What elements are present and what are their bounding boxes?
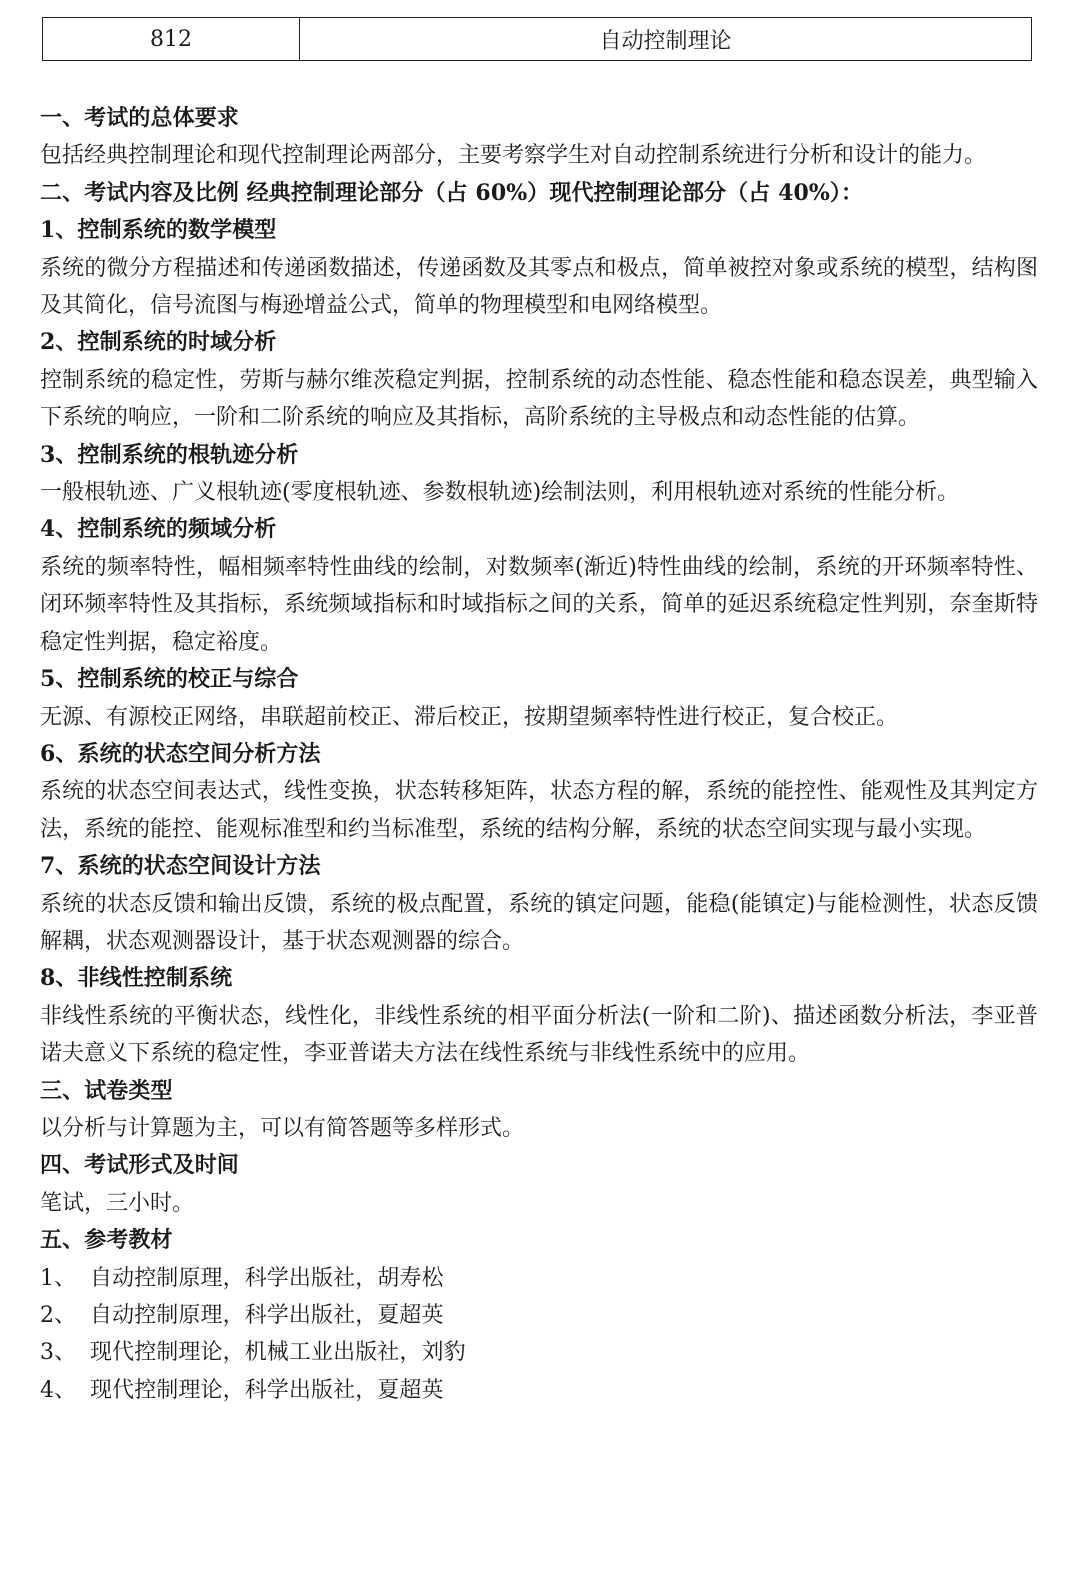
topic-title: 5、控制系统的校正与综合: [40, 666, 299, 693]
subject-code: 812: [43, 18, 300, 60]
reference-text: 自动控制原理，科学出版社，夏超英: [90, 1303, 444, 1328]
section-title-content-ratio: 二、考试内容及比例 经典控制理论部分（占 60%）现代控制理论部分（占 40%）：: [40, 179, 864, 206]
topic-title: 1、控制系统的数学模型: [40, 217, 277, 244]
topic-body: 系统的微分方程描述和传递函数描述，传递函数及其零点和极点，简单被控对象或系统的模型，结构图及其简化，信号流图与梅逊增益公式，简单的物理模型和电网络模型。: [40, 255, 1038, 319]
reference-number: 3、: [40, 1340, 77, 1366]
topic-body: 系统的状态空间表达式，线性变换，状态转移矩阵，状态方程的解，系统的能控性、能观性及其判定方法，系统的能控、能观标准型和约当标准型，系统的结构分解，系统的状态空间实现与最小实现。: [40, 779, 1038, 842]
reference-item: [40, 1372, 1038, 1409]
topic-body: 一般根轨迹、广义根轨迹(零度根轨迹、参数根轨迹)绘制法则，利用根轨迹对系统的性能分析。: [40, 480, 960, 506]
subject-name: 自动控制理论: [599, 28, 732, 54]
section-body-exam-format: 笔试，三小时。: [40, 1190, 195, 1216]
topic-body: 控制系统的稳定性，劳斯与赫尔维茨稳定判据，控制系统的动态性能、稳态性能和稳态误差，典型输入下系统的响应，一阶和二阶系统的响应及其指标，高阶系统的主导极点和动态性能的估算。: [40, 367, 1038, 431]
reference-item: [40, 1260, 1038, 1297]
reference-item: [40, 1297, 1038, 1334]
topic-body: 非线性系统的平衡状态，线性化，非线性系统的相平面分析法(一阶和二阶)、描述函数分析法，李亚普诺夫意义下系统的稳定性，李亚普诺夫方法在线性系统与非线性系统中的应用。: [40, 1003, 1038, 1067]
topic-body: 系统的频率特性，幅相频率特性曲线的绘制，对数频率(渐近)特性曲线的绘制，系统的开环频率特性、闭环频率特性及其指标，系统频域指标和时域指标之间的关系，简单的延迟系统稳定性判别，奈奎斯特稳定性判据，稳定裕度。: [40, 554, 1038, 655]
section-title-exam-format: 四、考试形式及时间: [40, 1152, 239, 1179]
subject-header-table: [42, 17, 1032, 61]
section-body-paper-type: 以分析与计算题为主，可以有简答题等多样形式。: [40, 1115, 525, 1141]
reference-text: 现代控制理论，机械工业出版社，刘豹: [90, 1340, 466, 1366]
topic-body: 无源、有源校正网络，串联超前校正、滞后校正，按期望频率特性进行校正，复合校正。: [40, 704, 899, 730]
reference-text: 自动控制原理，科学出版社，胡寿松: [90, 1265, 444, 1291]
section-body-general-requirements: 包括经典控制理论和现代控制理论两部分，主要考察学生对自动控制系统进行分析和设计的能力。: [40, 143, 987, 169]
topic-title: 4、控制系统的频域分析: [40, 516, 277, 543]
topic-title: 3、控制系统的根轨迹分析: [40, 441, 299, 468]
reference-item: [40, 1334, 1038, 1371]
topic-list: [40, 212, 1038, 1072]
reference-number: 1、: [40, 1265, 77, 1291]
topic-title: 8、非线性控制系统: [40, 965, 233, 992]
topic-title: 2、控制系统的时域分析: [40, 329, 277, 356]
reference-number: 4、: [40, 1377, 77, 1403]
reference-number: 2、: [40, 1303, 77, 1328]
syllabus-content: [40, 100, 1038, 1409]
reference-text: 现代控制理论，科学出版社，夏超英: [90, 1377, 444, 1403]
section-title-references: 五、参考教材: [40, 1227, 173, 1254]
topic-title: 7、系统的状态空间设计方法: [40, 853, 321, 880]
topic-body: 系统的状态反馈和输出反馈，系统的极点配置，系统的镇定问题，能稳(能镇定)与能检测性，状态反馈解耦，状态观测器设计，基于状态观测器的综合。: [40, 891, 1038, 954]
section-title-paper-type: 三、试卷类型: [40, 1077, 173, 1104]
topic-title: 6、系统的状态空间分析方法: [40, 740, 321, 767]
reference-list: [40, 1260, 1038, 1410]
section-title-general-requirements: 一、考试的总体要求: [40, 105, 239, 131]
